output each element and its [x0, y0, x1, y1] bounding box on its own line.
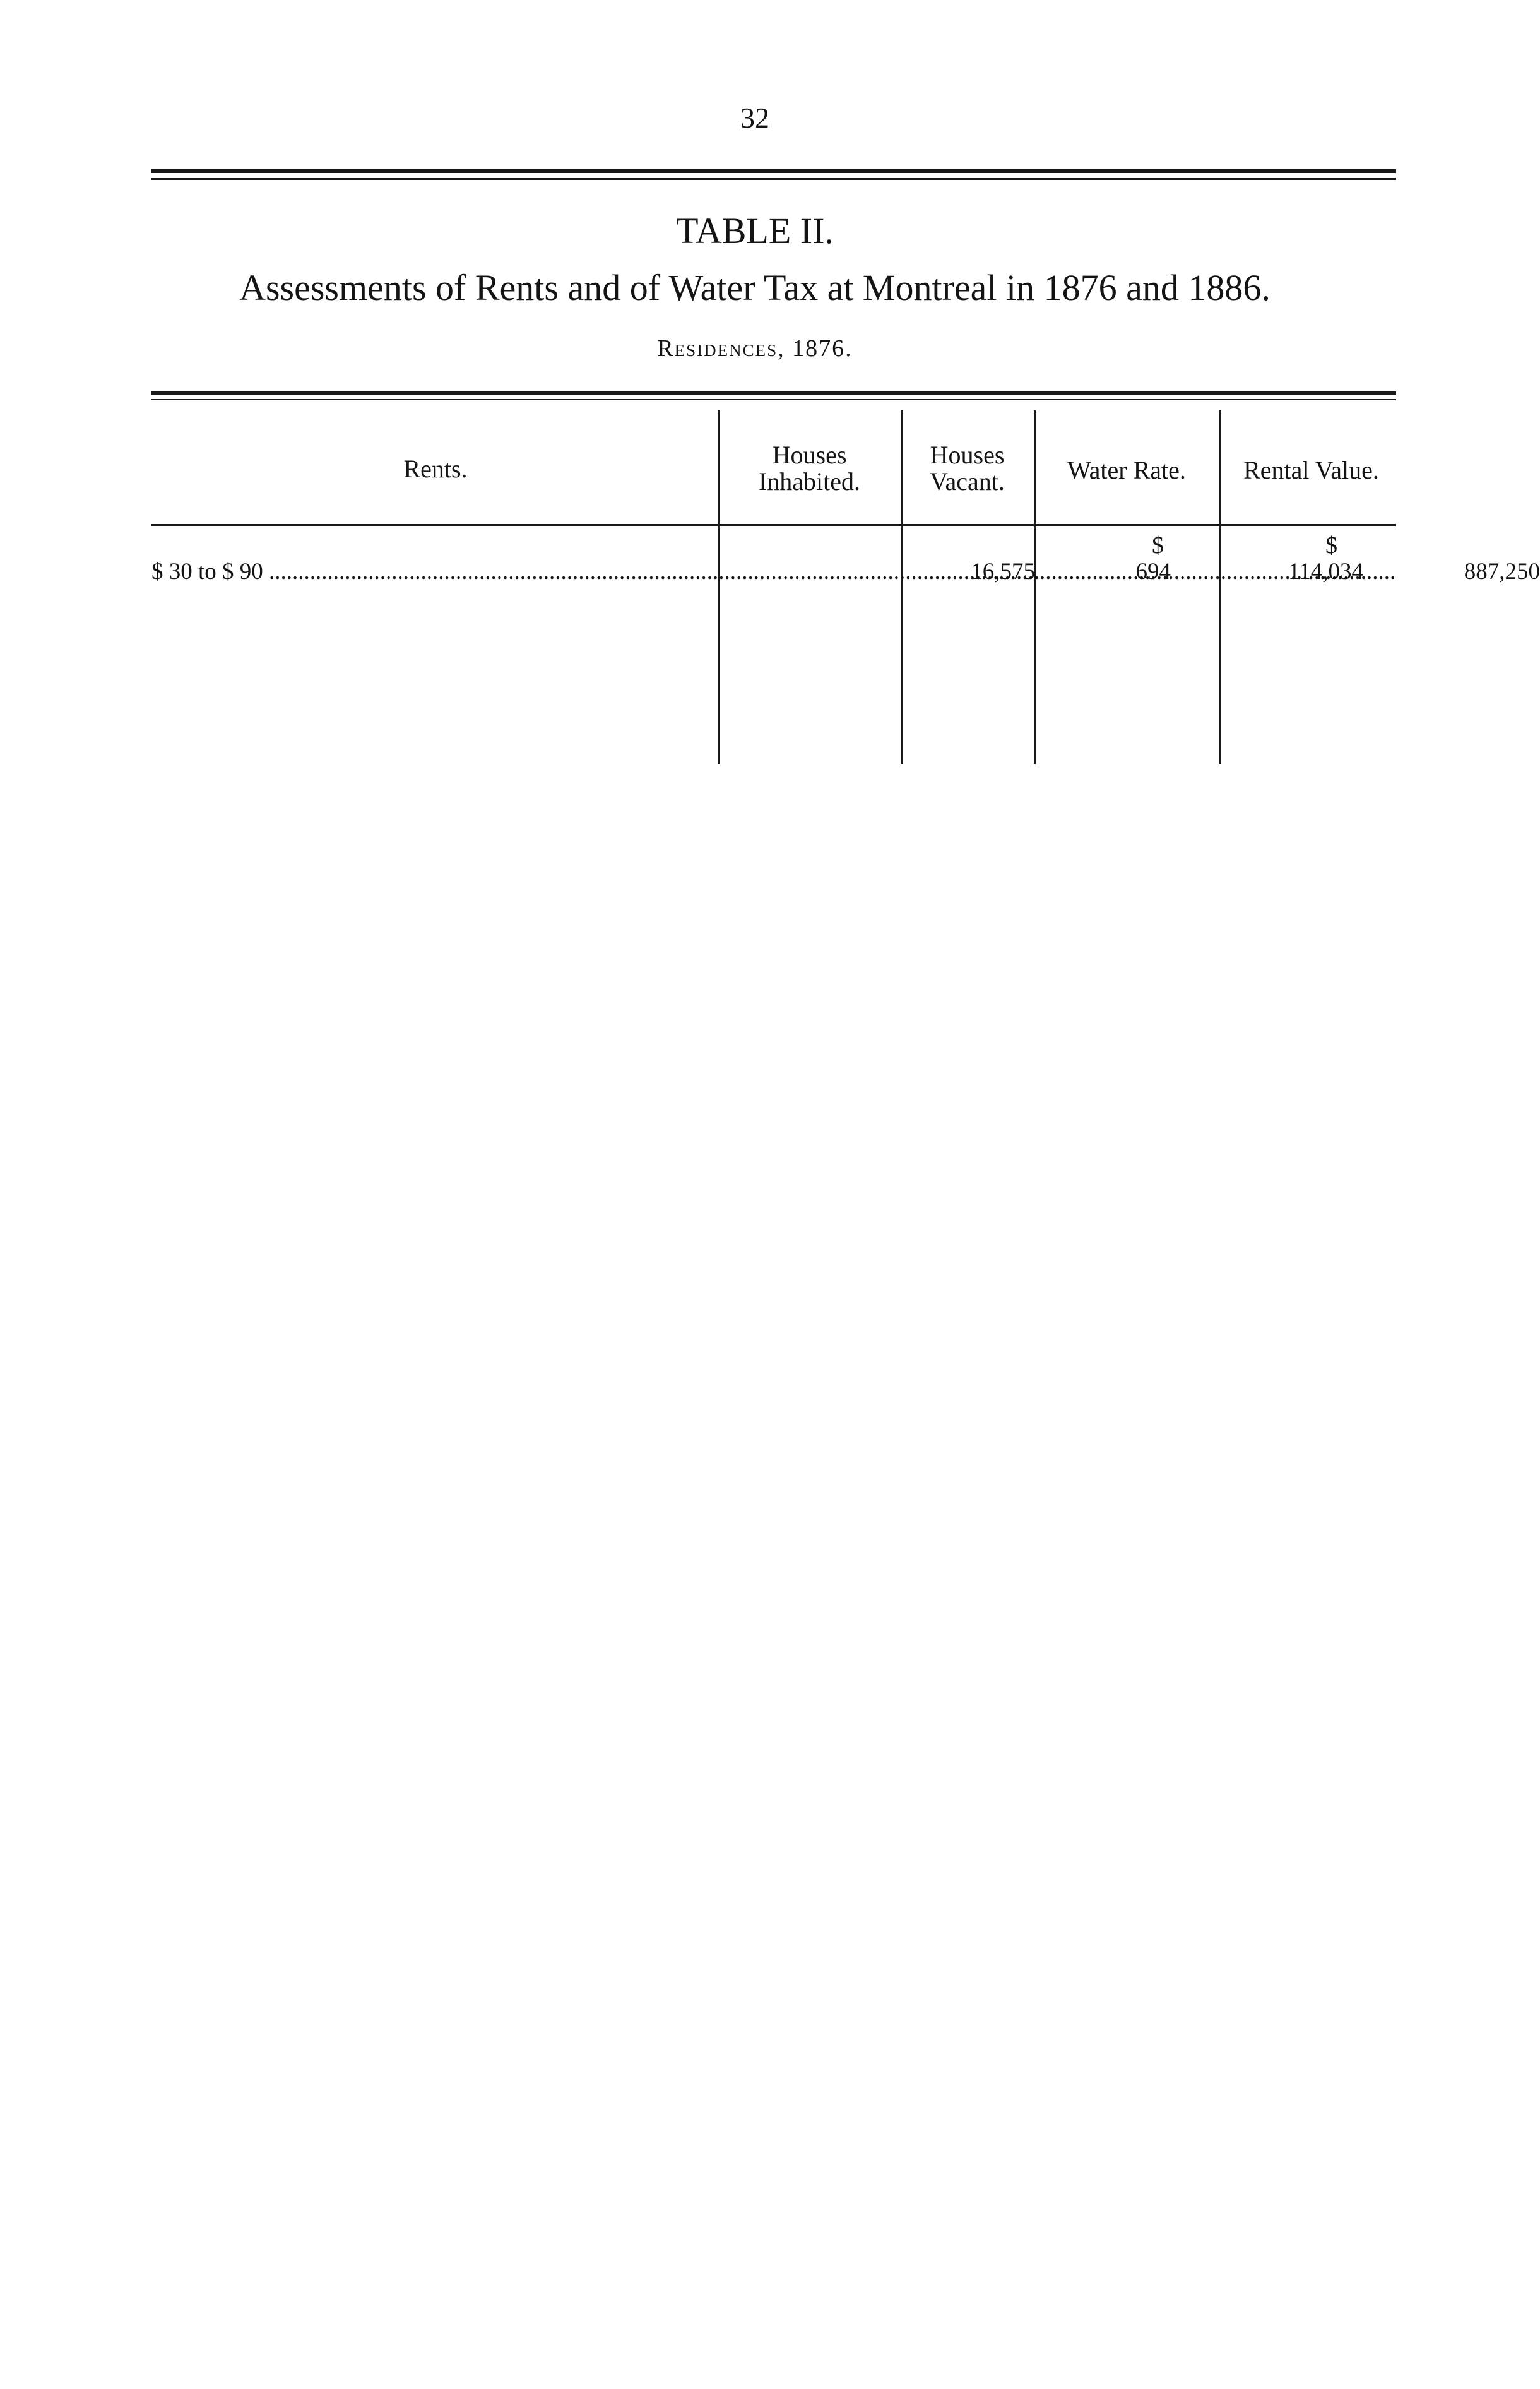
water-rate-cell: 114,034	[1288, 559, 1363, 585]
table-title: TABLE II.	[676, 210, 834, 251]
rental-value-cell: 887,250	[1464, 559, 1540, 585]
houses-inhabited-cell: 16,575	[971, 559, 1035, 585]
top-rule	[151, 169, 1396, 173]
table-subtitle: Assessments of Rents and of Water Tax at Montreal in 1876 and 1886.	[239, 267, 1270, 308]
column-header-rents: Rents.	[403, 455, 468, 483]
section-heading-residences-1876: Residences, 1876.	[657, 335, 853, 362]
column-header-houses-vacant: Houses Vacant.	[930, 441, 1005, 496]
column-header-rental-value: Rental Value.	[1243, 456, 1379, 484]
header-top-rule	[151, 391, 1396, 395]
column-rule	[1219, 410, 1221, 764]
column-rule	[1034, 410, 1036, 764]
row-label: $ 30 to $ 90 .....	[151, 559, 707, 585]
page-number: 32	[740, 102, 769, 134]
header-top-rule-thin	[151, 399, 1396, 400]
column-header-houses-inhabited: Houses Inhabited.	[758, 441, 861, 496]
column-rule	[901, 410, 903, 764]
table-row	[151, 559, 1540, 585]
header-bottom-rule	[151, 524, 1396, 526]
top-rule-thin	[151, 178, 1396, 180]
houses-vacant-cell: 694	[1135, 559, 1171, 585]
water-rate-unit: $	[1152, 532, 1164, 559]
column-header-water-rate: Water Rate.	[1067, 456, 1186, 484]
rental-value-unit: $	[1325, 532, 1337, 559]
column-rule	[718, 410, 720, 764]
